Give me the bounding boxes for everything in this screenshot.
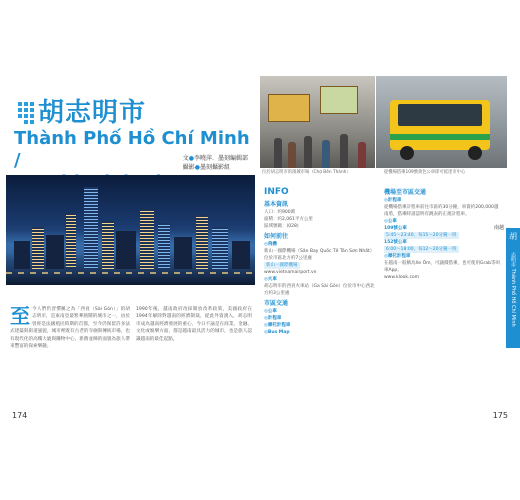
info-airport-name: 新山一國際機場	[266, 263, 298, 268]
section-title-getting-there: 如何前往	[264, 233, 289, 240]
bus-152-label: 152號公車	[384, 240, 407, 245]
info-plane-label: ◎飛機	[264, 242, 277, 247]
city-night-skyline-photo	[6, 175, 255, 285]
info-train-desc: 胡志明市的西貢火車站（Ga Sài Gòn）位於市中心西北方約3公里處	[264, 284, 375, 296]
chapter-tab-vertical-text: 志明市 Thành Phố Hồ Chí Minh	[510, 252, 516, 327]
page-number-left: 174	[12, 411, 28, 420]
section-title-city-transport: 市區交通	[264, 300, 289, 307]
transport-taxi-label: ◎計程車	[264, 316, 282, 321]
info-area-code: 區域號碼：(028)	[264, 224, 299, 229]
transfer-taxi-desc: 從機場搭乘計程車前往市區約30分鐘，車資約200,000越南盾，搭乘時請認明有跳表的正規計程車。	[384, 205, 499, 217]
city-title-line-1: Thành Phố Hồ Chí Minh /	[14, 128, 250, 171]
info-heading: INFO	[264, 187, 289, 197]
info-area: 面積：約2,061平方公里	[264, 217, 313, 222]
region-label: 南越	[493, 225, 504, 231]
bus-152-schedule: 6:00～18:00，每12～20分鐘一班	[386, 247, 457, 252]
photo-caption-market: 位於胡志明市的濱城市場（Chợ Bến Thành）	[262, 170, 351, 175]
intro-text-column-2: 1990年後，越南政府改採開放改革政策，美國政府在1994年解除對越南的經濟制裁，從此外資湧入，胡志明市成為越南經濟發展的重心，今日不論是在商業、金融、文化或娛樂方面，都是越南最具活力的城市，也是旅人認識越南的最佳起點。	[136, 307, 252, 342]
bus-109-schedule: 5:45～23:40，每15～20分鐘一班	[386, 233, 457, 238]
credit-photo-label: 攝影	[182, 164, 195, 171]
credit-photo-names: 墨刻攝影組	[199, 164, 230, 171]
info-box	[264, 186, 376, 336]
photo-caption-bus: 從機場搭乘109號黃色公車即可抵達市中心	[384, 170, 466, 175]
drop-cap: 至	[10, 304, 30, 328]
chapter-tab-char: 胡	[509, 232, 517, 241]
market-street-photo	[260, 76, 375, 168]
airport-transfer-column	[384, 186, 502, 281]
bus-109-label: 109號公車	[384, 226, 407, 231]
transfer-moto-label: ◎摩托計程車	[384, 254, 411, 259]
klook-website-link[interactable]: www.klook.com	[384, 275, 420, 280]
credit-text-names: 李曉萍．墨刻編輯部	[193, 155, 248, 162]
transfer-moto-desc: 在越南一般稱為Xe Ôm，可議價搭乘，也可使用Grab等叫車App。	[384, 261, 500, 273]
right-page	[260, 76, 520, 426]
intro-paragraph-1: 今人們仍習慣稱之為「西貢（Sài Gòn）」的胡志明市，是東南亞最繁華熱鬧的城市之一，由於曾經是法國殖民時期的首都，至今仍保留許多法式建築與街道風貌，城市裡既有古老的寺廟與傳統市場，也有現代化的高樓大廈與購物中心，新舊並陳的面貌為旅人帶來豐富的探索樂趣。	[10, 307, 130, 350]
section-title-airport-transfer: 機場至市區交通	[384, 189, 427, 196]
transport-bus-label: ◎公車	[264, 309, 277, 314]
airport-website-link[interactable]: www.vietnamairport.vn	[264, 270, 317, 275]
left-page	[0, 76, 260, 426]
transport-busmap-label: ◎Bus Map	[264, 330, 290, 335]
transfer-bus-label: ◎公車	[384, 219, 397, 224]
yellow-bus-photo	[376, 76, 507, 168]
transport-moto-taxi-label: ◎摩托計程車	[264, 323, 291, 328]
info-population: 人口：約900萬	[264, 210, 296, 215]
transfer-taxi-label: ◎計程車	[384, 198, 402, 203]
intro-text-column-1	[10, 306, 130, 350]
page-number-right: 175	[492, 411, 508, 420]
author-credits: 文●李曉萍．墨刻編輯部 攝影●墨刻攝影組	[182, 155, 248, 171]
credit-text-label: 文	[182, 155, 189, 162]
city-title-chinese: 胡志明市	[38, 98, 147, 128]
info-airport-desc: 新山一國際機場（Sân Bay Quốc Tế Tân Sơn Nhất）位於市區北方約7公里處	[264, 249, 375, 261]
title-dot-ornament	[18, 102, 34, 124]
section-title-basic-info: 基本資訊	[264, 201, 289, 208]
info-train-label: ◎火車	[264, 277, 277, 282]
chapter-thumb-tab	[506, 228, 520, 348]
